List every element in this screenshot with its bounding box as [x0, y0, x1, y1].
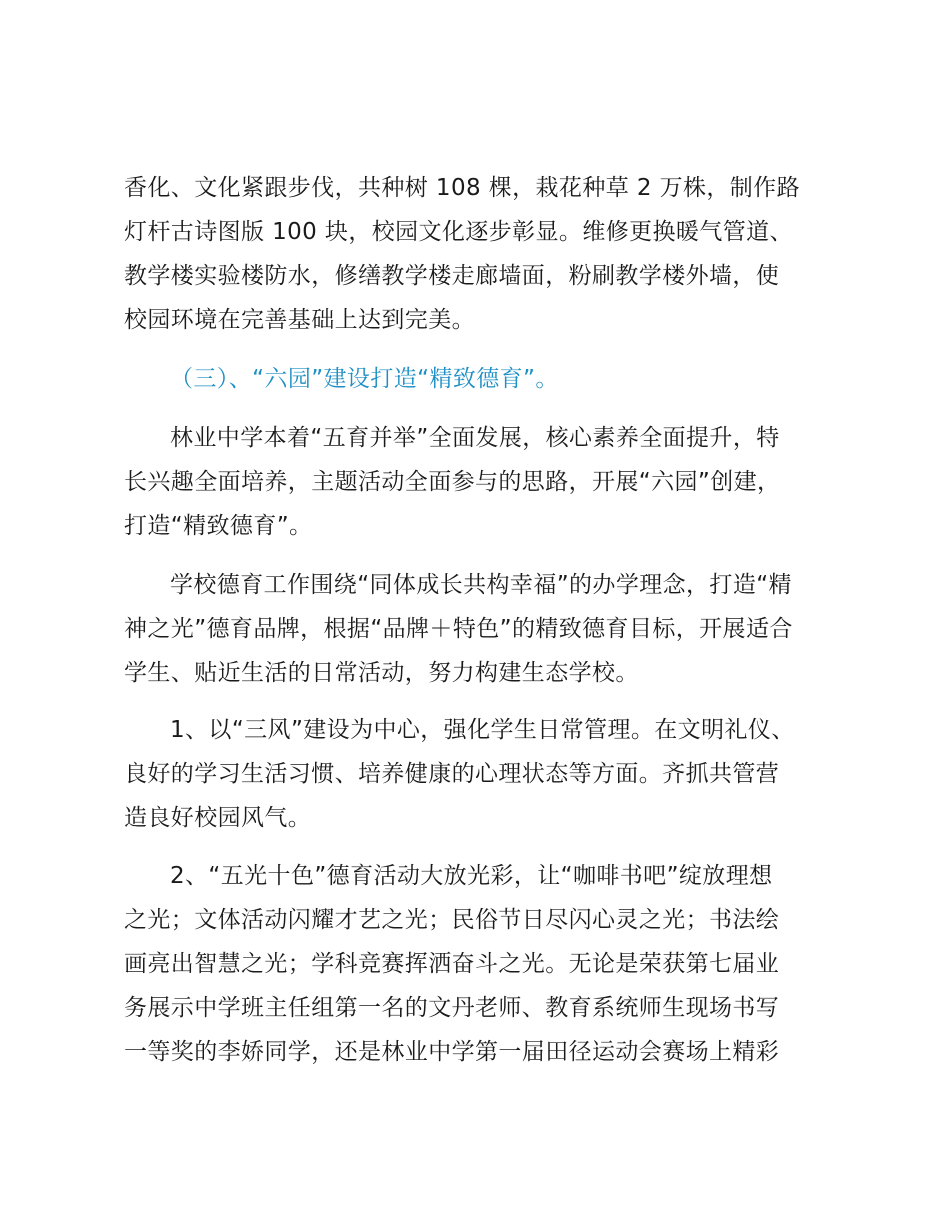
- text-line: 校园环境在完善基础上达到完美。: [124, 307, 475, 333]
- text-line: 打造“精致德育”。: [124, 513, 313, 539]
- text-line: 1、以“三风”建设为中心，强化学生日常管理。在文明礼仪、: [170, 717, 795, 743]
- section-heading-text: （三）、“六园”建设打造“精致德育”。: [170, 366, 559, 392]
- paragraph-moral-education: [124, 563, 844, 695]
- text-line: 长兴趣全面培养，主题活动全面参与的思路，开展“六园”创建，: [124, 469, 781, 495]
- text-line: 良好的学习生活习惯、培养健康的心理状态等方面。齐抓共管营: [124, 761, 780, 787]
- text-line: 之光；文体活动闪耀才艺之光；民俗节日尽闪心灵之光；书法绘: [124, 907, 780, 933]
- paragraph-item-1: [124, 708, 844, 840]
- paragraph-campus-environment: [124, 166, 844, 342]
- text-line: 香化、文化紧跟步伐，共种树 108 棵，栽花种草 2 万株，制作路: [124, 175, 800, 201]
- text-line: 学校德育工作围绕“同体成长共构幸福”的办学理念，打造“精: [170, 572, 792, 598]
- text-line: 灯杆古诗图版 100 块，校园文化逐步彰显。维修更换暖气管道、: [124, 219, 793, 245]
- text-line: 教学楼实验楼防水，修缮教学楼走廊墙面，粉刷教学楼外墙，使: [124, 263, 780, 289]
- text-line: 画亮出智慧之光；学科竞赛挥洒奋斗之光。无论是荣获第七届业: [124, 951, 780, 977]
- text-line: 一等奖的李娇同学，还是林业中学第一届田径运动会赛场上精彩: [124, 1039, 780, 1065]
- text-line: 造良好校园风气。: [124, 805, 312, 831]
- text-line: 务展示中学班主任组第一名的文丹老师、教育系统师生现场书写: [124, 995, 780, 1021]
- text-line: 神之光”德育品牌，根据“品牌＋特色”的精致德育目标，开展适合: [124, 616, 793, 642]
- paragraph-six-gardens: [124, 416, 844, 548]
- text-line: 学生、贴近生活的日常活动，努力构建生态学校。: [124, 660, 639, 686]
- paragraph-item-2: [124, 854, 844, 1074]
- section-heading: [124, 357, 844, 401]
- text-line: 林业中学本着“五育并举”全面发展，核心素养全面提升，特: [170, 425, 780, 451]
- text-line: 2、“五光十色”德育活动大放光彩，让“咖啡书吧”绽放理想: [170, 863, 773, 889]
